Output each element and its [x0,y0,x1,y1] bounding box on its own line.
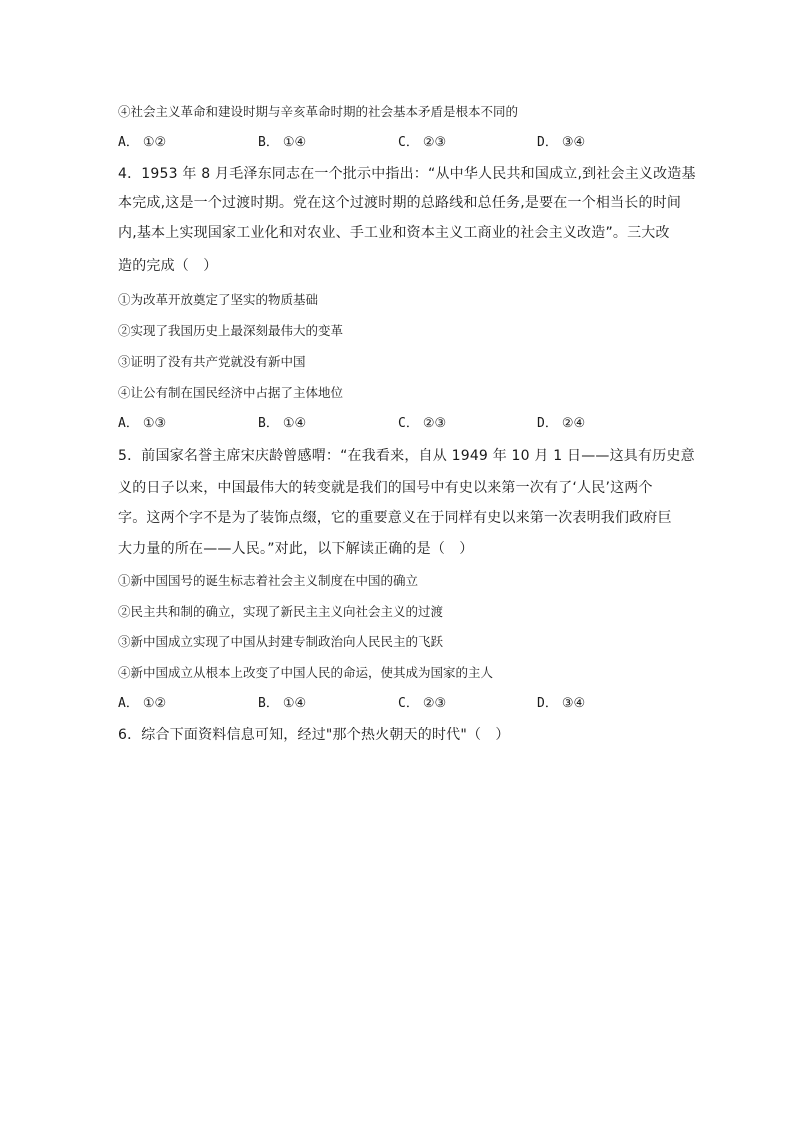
option-value: ①④ [282,416,307,431]
option-key: C． [398,416,419,431]
q4-stem-line-2: 本完成,这是一个过渡时期。党在这个过渡时期的总路线和总任务,是要在一个相当长的时间 [118,195,682,211]
q4-option-a[interactable] [118,415,166,433]
q4-option-d[interactable] [537,415,585,433]
q3-options [118,134,688,152]
option-key: D． [537,135,558,150]
q5-stem-line-4: 大力量的所在——人民。”对此，以下解读正确的是（ ） [118,541,474,557]
q4-statement-4: ④让公有制在国民经济中占据了主体地位 [118,385,344,400]
q3-option-c[interactable] [398,134,446,152]
option-key: C． [398,696,419,711]
q4-stem-line-1: 4．1953 年 8 月毛泽东同志在一个批示中指出：“从中华人民共和国成立,到社会主义改造基 [118,166,696,182]
q5-statement-2: ②民主共和制的确立，实现了新民主主义向社会主义的过渡 [118,604,444,619]
option-key: B． [258,416,279,431]
q3-statement-4: ④社会主义革命和建设时期与辛亥革命时期的社会基本矛盾是根本不同的 [118,104,519,119]
q4-statement-3: ③证明了没有共产党就没有新中国 [118,354,306,369]
option-value: ①④ [282,696,307,711]
q3-option-a[interactable] [118,134,166,152]
option-key: B． [258,696,279,711]
q5-option-c[interactable] [398,695,446,713]
q3-option-d[interactable] [537,134,585,152]
q5-options [118,695,688,713]
option-key: D． [537,696,558,711]
q4-statement-1: ①为改革开放奠定了坚实的物质基础 [118,292,319,307]
q4-option-c[interactable] [398,415,446,433]
q3-option-b[interactable] [258,134,306,152]
q5-stem-line-2: 义的日子以来，中国最伟大的转变就是我们的国号中有史以来第一次有了‘人民’这两个 [118,480,653,496]
option-key: A． [118,135,139,150]
q5-option-b[interactable] [258,695,306,713]
q4-statement-2: ②实现了我国历史上最深刻最伟大的变革 [118,323,344,338]
option-value: ③④ [561,696,586,711]
q4-stem-line-3: 内,基本上实现国家工业化和对农业、手工业和资本主义工商业的社会主义改造”。三大改 [118,225,670,241]
option-key: B． [258,135,279,150]
option-value: ②③ [422,135,447,150]
q5-option-d[interactable] [537,695,585,713]
option-value: ②④ [561,416,586,431]
option-value: ①③ [142,416,167,431]
q4-stem-line-4: 造的完成（ ） [118,258,218,274]
option-value: ①② [142,135,167,150]
q6-stem: 6．综合下面资料信息可知，经过"那个热火朝天的时代"（ ） [118,727,510,743]
option-key: A． [118,696,139,711]
q5-statement-4: ④新中国成立从根本上改变了中国人民的命运，使其成为国家的主人 [118,665,494,680]
q5-option-a[interactable] [118,695,166,713]
q5-statement-1: ①新中国国号的诞生标志着社会主义制度在中国的确立 [118,573,419,588]
option-value: ①② [142,696,167,711]
q5-stem-line-3: 字。这两个字不是为了装饰点缀，它的重要意义在于同样有史以来第一次表明我们政府巨 [118,510,672,526]
option-value: ①④ [282,135,307,150]
q5-statement-3: ③新中国成立实现了中国从封建专制政治向人民民主的飞跃 [118,634,444,649]
q4-options [118,415,688,433]
option-value: ②③ [422,416,447,431]
option-key: C． [398,135,419,150]
option-value: ③④ [561,135,586,150]
q4-option-b[interactable] [258,415,306,433]
option-key: A． [118,416,139,431]
q5-stem-line-1: 5．前国家名誉主席宋庆龄曾感喟：“在我看来，自从 1949 年 10 月 1 日——这具有历史意 [118,448,695,464]
option-key: D． [537,416,558,431]
option-value: ②③ [422,696,447,711]
